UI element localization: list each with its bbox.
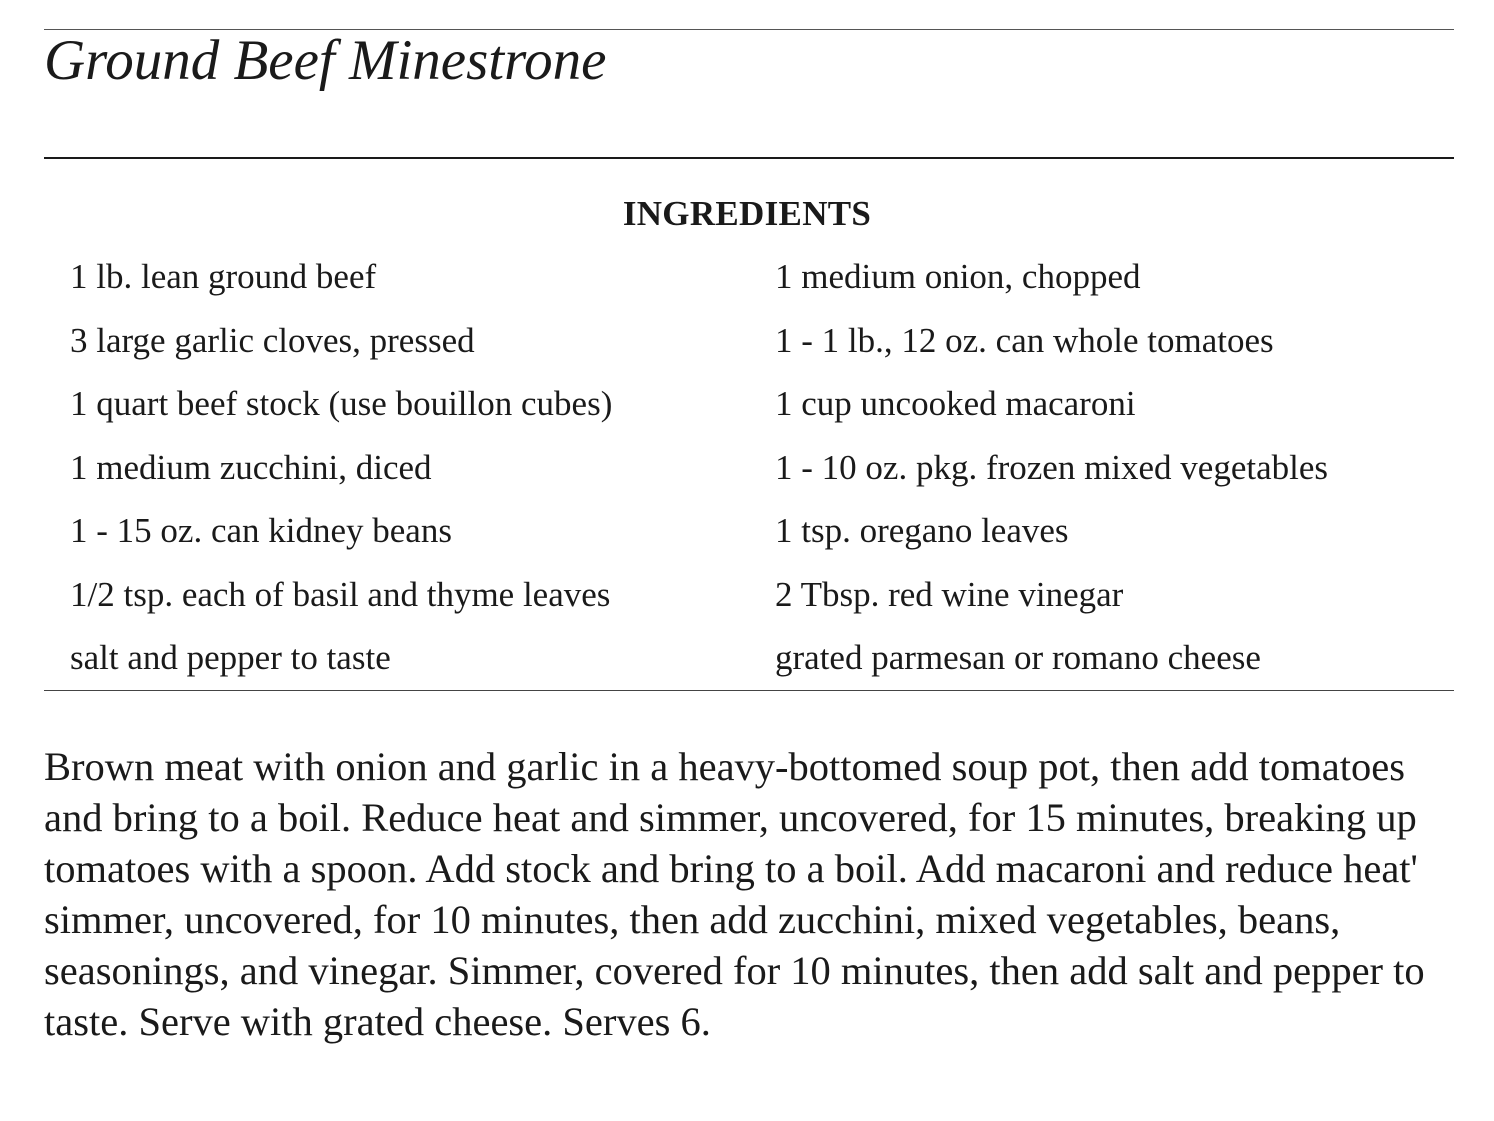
- ingredient-item: 3 large garlic cloves, pressed: [70, 320, 475, 360]
- ingredient-item: 2 Tbsp. red wine vinegar: [775, 574, 1124, 614]
- ingredient-item: 1 - 1 lb., 12 oz. can whole tomatoes: [775, 320, 1274, 360]
- ingredient-item: salt and pepper to taste: [70, 638, 391, 677]
- ingredient-item: 1 tsp. oregano leaves: [775, 511, 1069, 550]
- ingredient-item: 1 - 10 oz. pkg. frozen mixed vegetables: [775, 447, 1329, 487]
- ingredient-item: 1 - 15 oz. can kidney beans: [70, 511, 452, 550]
- ingredients-right-column: [775, 245, 1328, 690]
- ingredients-heading: INGREDIENTS: [622, 194, 872, 233]
- recipe-title: Ground Beef Minestrone: [44, 29, 607, 92]
- ingredient-item: 1 medium zucchini, diced: [70, 447, 432, 487]
- ingredient-item: 1 lb. lean ground beef: [70, 257, 377, 296]
- ingredient-item: 1 cup uncooked macaroni: [775, 384, 1136, 423]
- ingredients-left-column: [70, 245, 612, 690]
- title-divider: [44, 157, 1454, 159]
- ingredient-item: 1/2 tsp. each of basil and thyme leaves: [70, 574, 611, 614]
- ingredient-item: grated parmesan or romano cheese: [775, 638, 1261, 677]
- ingredient-item: 1 medium onion, chopped: [775, 257, 1141, 296]
- directions-text: Brown meat with onion and garlic in a heavy-bottomed soup pot, then add tomatoes and bring to a boil. Reduce heat and simmer, uncovered, for 15 minutes, breaking up tomatoes with a spoon. Add stock and bring to a boil. Add macaroni and reduce heat' simmer, uncovered, for 10 minutes, then add zucchini, mixed vegetables, beans, seasonings, and vinegar. Simmer, covered for 10 minutes, then add salt and pepper to taste. Serve with grated cheese. Serves 6.: [44, 744, 1425, 1044]
- ingredient-item: 1 quart beef stock (use bouillon cubes): [70, 384, 613, 423]
- ingredients-divider: [44, 690, 1454, 691]
